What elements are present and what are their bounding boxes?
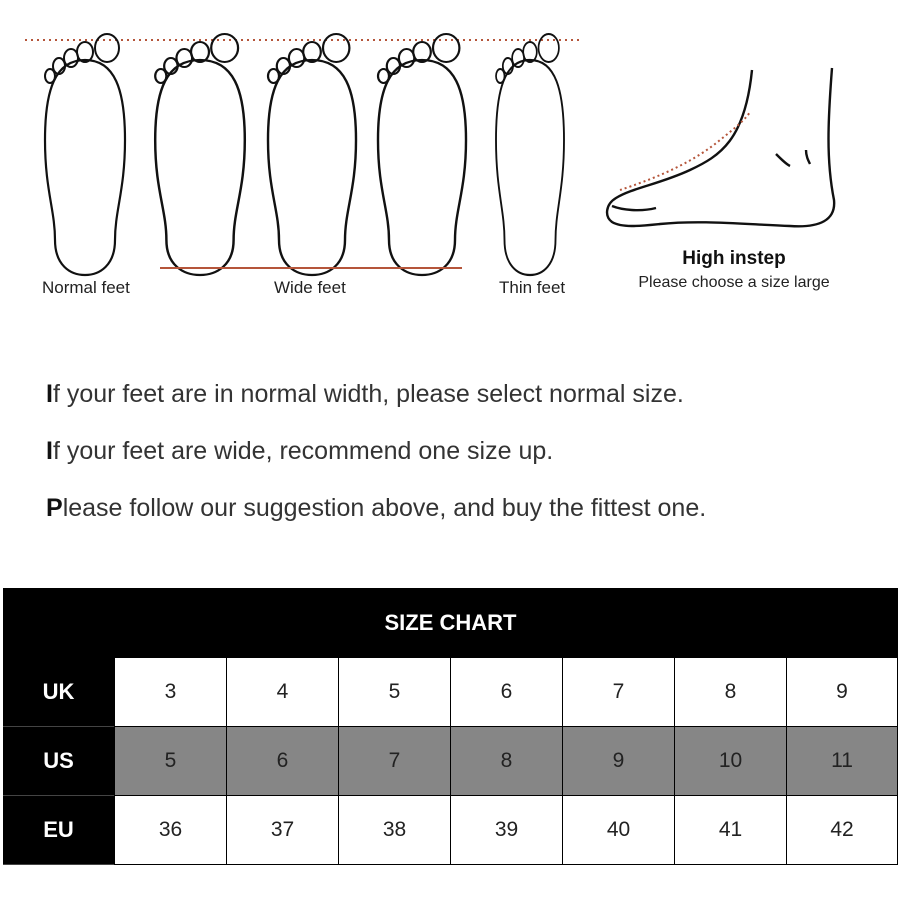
wide-foot-icon-2 — [268, 34, 356, 275]
normal-feet-label: Normal feet — [42, 278, 130, 297]
high-instep-title: High instep — [682, 248, 786, 269]
advice-line-2-text: f your feet are wide, recommend one size up. — [52, 437, 554, 465]
size-cell: 11 — [786, 727, 898, 796]
size-cell: 8 — [674, 658, 786, 727]
wide-feet-label: Wide feet — [274, 278, 346, 297]
size-cell: 5 — [114, 727, 226, 796]
thin-foot-icon — [496, 34, 564, 275]
size-cell: 38 — [338, 796, 450, 865]
row-label-uk: UK — [3, 658, 114, 727]
advice-line-1-initial: I — [46, 380, 53, 408]
row-label-us: US — [3, 727, 114, 796]
wide-foot-icon-3 — [378, 34, 466, 275]
size-cell: 8 — [450, 727, 562, 796]
advice-line-3 — [46, 494, 706, 523]
size-cell: 10 — [674, 727, 786, 796]
size-cell: 6 — [226, 727, 338, 796]
size-chart — [3, 588, 898, 865]
size-cell: 5 — [338, 658, 450, 727]
advice-line-2-initial: I — [46, 437, 53, 465]
thin-feet-label: Thin feet — [499, 278, 566, 297]
size-row-uk — [3, 658, 898, 727]
size-cell: 7 — [562, 658, 674, 727]
advice-line-3-initial: P — [46, 494, 63, 522]
size-row-eu — [3, 796, 898, 865]
size-cell: 39 — [450, 796, 562, 865]
feet-illustration — [0, 0, 900, 320]
size-cell: 4 — [226, 658, 338, 727]
advice-line-1 — [46, 380, 684, 409]
size-cell: 9 — [786, 658, 898, 727]
size-cell: 7 — [338, 727, 450, 796]
size-cell: 6 — [450, 658, 562, 727]
advice-line-3-text: lease follow our suggestion above, and buy the fittest one. — [62, 494, 707, 522]
instep-dotted-line — [620, 112, 750, 190]
high-instep-subtitle: Please choose a size large — [638, 274, 830, 291]
advice-line-2 — [46, 437, 553, 466]
size-row-us — [3, 727, 898, 796]
size-cell: 42 — [786, 796, 898, 865]
advice-line-1-text: f your feet are in normal width, please select normal size. — [52, 380, 684, 408]
size-cell: 40 — [562, 796, 674, 865]
size-cell: 3 — [114, 658, 226, 727]
size-cell: 37 — [226, 796, 338, 865]
row-label-eu: EU — [3, 796, 114, 865]
wide-foot-icon-1 — [155, 34, 245, 275]
size-cell: 36 — [114, 796, 226, 865]
size-cell: 41 — [674, 796, 786, 865]
size-chart-title: SIZE CHART — [3, 588, 898, 658]
high-instep-foot-icon — [607, 68, 834, 226]
normal-foot-icon — [45, 34, 125, 275]
size-cell: 9 — [562, 727, 674, 796]
